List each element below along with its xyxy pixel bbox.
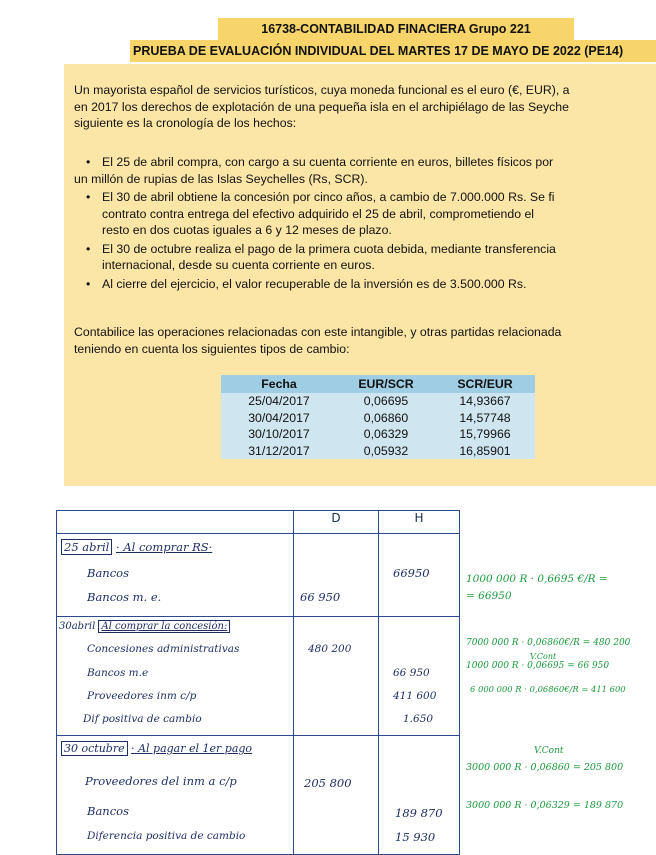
calc-note: V.Cont bbox=[534, 746, 564, 756]
event-line: internacional, desde su cuenta corriente en euros. bbox=[102, 258, 375, 272]
ledger-header-credit: H bbox=[379, 511, 460, 534]
column-header: Fecha bbox=[221, 375, 337, 393]
account-line: Concesiones administrativas bbox=[87, 643, 240, 655]
credit-amount: 66 950 bbox=[393, 667, 430, 679]
table-cell: 16,85901 bbox=[435, 443, 535, 460]
ledger-header-row bbox=[57, 511, 460, 534]
credit-amount: 66950 bbox=[393, 566, 430, 580]
event-item bbox=[74, 189, 556, 239]
event-item bbox=[74, 241, 556, 274]
account-line: Bancos m. e. bbox=[87, 590, 162, 604]
event-line: El 25 de abril compra, con cargo a su cuenta corriente en euros, billetes físicos por bbox=[102, 155, 554, 169]
table-cell: 0,06860 bbox=[337, 410, 435, 427]
events-list bbox=[74, 154, 556, 294]
entry-note: Al comprar la concesión: bbox=[98, 620, 230, 633]
course-title: 16738-CONTABILIDAD FINACIERA Grupo 221 bbox=[218, 18, 574, 40]
table-header-row bbox=[221, 375, 535, 393]
calc-note: 3000 000 R · 0,06329 = 189 870 bbox=[466, 800, 624, 811]
intro-paragraph bbox=[74, 82, 570, 132]
event-item bbox=[74, 154, 556, 187]
entry-note: · Al pagar el 1er pago bbox=[131, 742, 253, 755]
table-cell: 0,06329 bbox=[337, 426, 435, 443]
table-cell: 14,57748 bbox=[435, 410, 535, 427]
account-line: Diferencia positiva de cambio bbox=[87, 830, 246, 842]
exchange-rates-table bbox=[221, 375, 535, 459]
column-header: SCR/EUR bbox=[435, 375, 535, 393]
ledger-entry bbox=[57, 534, 460, 617]
intro-line: en 2017 los derechos de explotación de una pequeña isla en el archipiélago de las Seyche bbox=[74, 99, 569, 114]
calc-note: = 66950 bbox=[466, 590, 512, 602]
journal-ledger bbox=[56, 510, 460, 855]
calc-note: 1000 000 R · 0,6695 €/R = bbox=[466, 573, 608, 585]
account-line: Dif positiva de cambio bbox=[83, 713, 202, 725]
credit-amount: 1.650 bbox=[403, 713, 434, 725]
account-line: Bancos m.e bbox=[87, 667, 149, 679]
ledger-entry bbox=[57, 736, 460, 855]
entry-date: 30abril bbox=[59, 621, 96, 632]
event-line: resto en dos cuotas iguales a 6 y 12 meses de plazo. bbox=[102, 223, 392, 237]
closing-line: teniendo en cuenta los siguientes tipos de cambio: bbox=[74, 341, 350, 356]
table-cell: 0,06695 bbox=[337, 393, 435, 410]
credit-amount: 411 600 bbox=[393, 690, 437, 702]
column-header: EUR/SCR bbox=[337, 375, 435, 393]
table-cell: 31/12/2017 bbox=[221, 443, 337, 460]
ledger-header-account bbox=[57, 511, 294, 534]
entry-credits bbox=[379, 534, 460, 617]
closing-paragraph bbox=[74, 324, 561, 357]
table-cell: 25/04/2017 bbox=[221, 393, 337, 410]
entry-accounts bbox=[57, 736, 294, 855]
account-line: Bancos bbox=[87, 566, 129, 580]
event-line: un millón de rupias de las Islas Seychelles (Rs, SCR). bbox=[74, 171, 368, 186]
statement-panel bbox=[64, 64, 656, 486]
ledger-entry bbox=[57, 617, 460, 736]
event-line: contrato contra entrega del efectivo adquirido el 25 de abril, comprometiendo el bbox=[102, 206, 535, 221]
calc-note: 1000 000 R · 0,06695 = 66 950 bbox=[466, 661, 610, 671]
entry-credits bbox=[379, 736, 460, 855]
table-row bbox=[221, 410, 535, 427]
entry-debits bbox=[294, 736, 379, 855]
entry-accounts bbox=[57, 617, 294, 736]
entry-date: 25 abril bbox=[61, 539, 112, 555]
event-item bbox=[74, 276, 556, 293]
calc-note: 7000 000 R · 0,06860€/R = 480 200 bbox=[466, 638, 631, 648]
table-cell: 15,79966 bbox=[435, 426, 535, 443]
table-row bbox=[221, 426, 535, 443]
entry-accounts bbox=[57, 534, 294, 617]
exam-title: PRUEBA DE EVALUACIÓN INDIVIDUAL DEL MARTES 17 DE MAYO DE 2022 (PE14) bbox=[130, 40, 656, 62]
entry-debits bbox=[294, 617, 379, 736]
account-line: Proveedores del inm a c/p bbox=[85, 774, 237, 788]
debit-amount: 205 800 bbox=[304, 776, 352, 790]
calc-note: 3000 000 R · 0,06860 = 205 800 bbox=[466, 762, 624, 773]
event-line: El 30 de abril obtiene la concesión por cinco años, a cambio de 7.000.000 Rs. Se fi bbox=[102, 190, 555, 204]
calc-note: V.Cont bbox=[530, 652, 557, 661]
entry-credits bbox=[379, 617, 460, 736]
credit-amount: 189 870 bbox=[395, 806, 443, 820]
intro-line: Un mayorista español de servicios turísticos, cuya moneda funcional es el euro (€, EUR), a bbox=[74, 83, 570, 97]
event-line: Al cierre del ejercicio, el valor recuperable de la inversión es de 3.500.000 Rs. bbox=[102, 276, 527, 291]
table-row bbox=[221, 393, 535, 410]
entry-debits bbox=[294, 534, 379, 617]
credit-amount: 15 930 bbox=[395, 830, 436, 844]
closing-line: Contabilice las operaciones relacionadas con este intangible, y otras partidas relacionada bbox=[74, 325, 562, 339]
debit-amount: 66 950 bbox=[300, 590, 341, 604]
table-cell: 30/04/2017 bbox=[221, 410, 337, 427]
ledger-header-debit: D bbox=[294, 511, 379, 534]
table-cell: 30/10/2017 bbox=[221, 426, 337, 443]
intro-line: siguiente es la cronología de los hechos: bbox=[74, 116, 297, 130]
table-row bbox=[221, 443, 535, 460]
entry-date: 30 octubre bbox=[61, 741, 128, 756]
calc-note: 6 000 000 R · 0,06860€/R = 411 600 bbox=[470, 684, 626, 694]
table-cell: 0,05932 bbox=[337, 443, 435, 460]
event-line: El 30 de octubre realiza el pago de la primera cuota debida, mediante transferencia bbox=[102, 241, 556, 256]
debit-amount: 480 200 bbox=[308, 643, 352, 655]
account-line: Proveedores inm c/p bbox=[87, 690, 197, 702]
table-cell: 14,93667 bbox=[435, 393, 535, 410]
account-line: Bancos bbox=[87, 804, 129, 818]
entry-note: · Al comprar RS· bbox=[116, 540, 213, 554]
